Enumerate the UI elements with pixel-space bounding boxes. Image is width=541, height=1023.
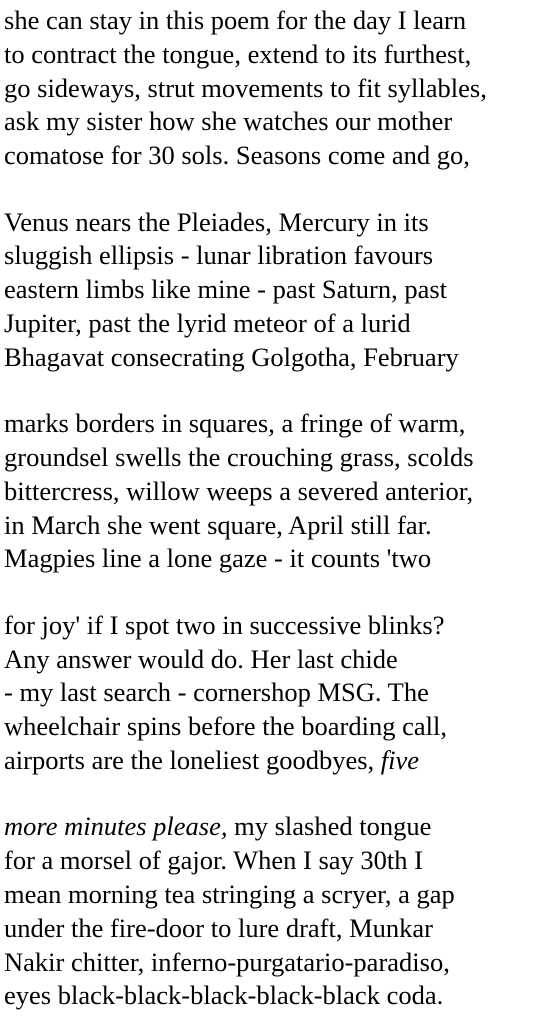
poem-line: marks borders in squares, a fringe of warm, bbox=[4, 408, 466, 439]
stanza-5 bbox=[4, 810, 541, 1013]
poem-line: bittercress, willow weeps a severed anterior, bbox=[4, 475, 474, 506]
poem-line: Bhagavat consecrating Golgotha, February bbox=[4, 341, 459, 372]
stanza-4 bbox=[4, 609, 541, 778]
stanza-2 bbox=[4, 206, 541, 375]
poem-line bbox=[4, 744, 541, 778]
poem-line: go sideways, strut movements to fit syllables, bbox=[4, 72, 487, 103]
poem-line: mean morning tea stringing a scryer, a gap bbox=[4, 878, 455, 909]
poem-line: under the fire-door to lure draft, Munkar bbox=[4, 912, 433, 943]
poem-line: - my last search - cornershop MSG. The bbox=[4, 677, 429, 708]
poem-line: Nakir chitter, inferno-purgatario-paradiso, bbox=[4, 946, 450, 977]
poem-line: she can stay in this poem for the day I learn bbox=[4, 5, 467, 35]
poem-line: for joy' if I spot two in successive blinks? bbox=[4, 609, 445, 640]
poem-line-roman: my slashed tongue bbox=[227, 811, 432, 842]
poem-line: in March she went square, April still far. bbox=[4, 509, 432, 540]
stanza-1 bbox=[4, 4, 541, 173]
poem-line-roman: airports are the loneliest goodbyes, bbox=[4, 744, 381, 775]
poem-line: Jupiter, past the lyrid meteor of a lurid bbox=[4, 307, 411, 338]
poem-line: for a morsel of gajor. When I say 30th I bbox=[4, 845, 423, 876]
poem-line-italic: more minutes please, bbox=[4, 811, 228, 842]
poem-body bbox=[4, 4, 541, 1013]
poem-line: Venus nears the Pleiades, Mercury in its bbox=[4, 206, 429, 237]
stanza-3 bbox=[4, 407, 541, 576]
poem-line: wheelchair spins before the boarding call, bbox=[4, 711, 447, 742]
poem-line: groundsel swells the crouching grass, scolds bbox=[4, 441, 474, 472]
poem-line: Magpies line a lone gaze - it counts 'two bbox=[4, 543, 432, 574]
poem-line-italic: five bbox=[380, 744, 420, 775]
poem-line: ask my sister how she watches our mother bbox=[4, 106, 453, 137]
poem-line: eyes black-black-black-black-black coda. bbox=[4, 980, 444, 1011]
poem-line: eastern limbs like mine - past Saturn, past bbox=[4, 274, 448, 305]
poem-line: sluggish ellipsis - lunar libration favours bbox=[4, 240, 434, 271]
poem-line: Any answer would do. Her last chide bbox=[4, 643, 398, 674]
poem-line bbox=[4, 810, 541, 844]
poem-line: to contract the tongue, extend to its furthest, bbox=[4, 38, 472, 69]
poem-line: comatose for 30 sols. Seasons come and go, bbox=[4, 140, 470, 171]
